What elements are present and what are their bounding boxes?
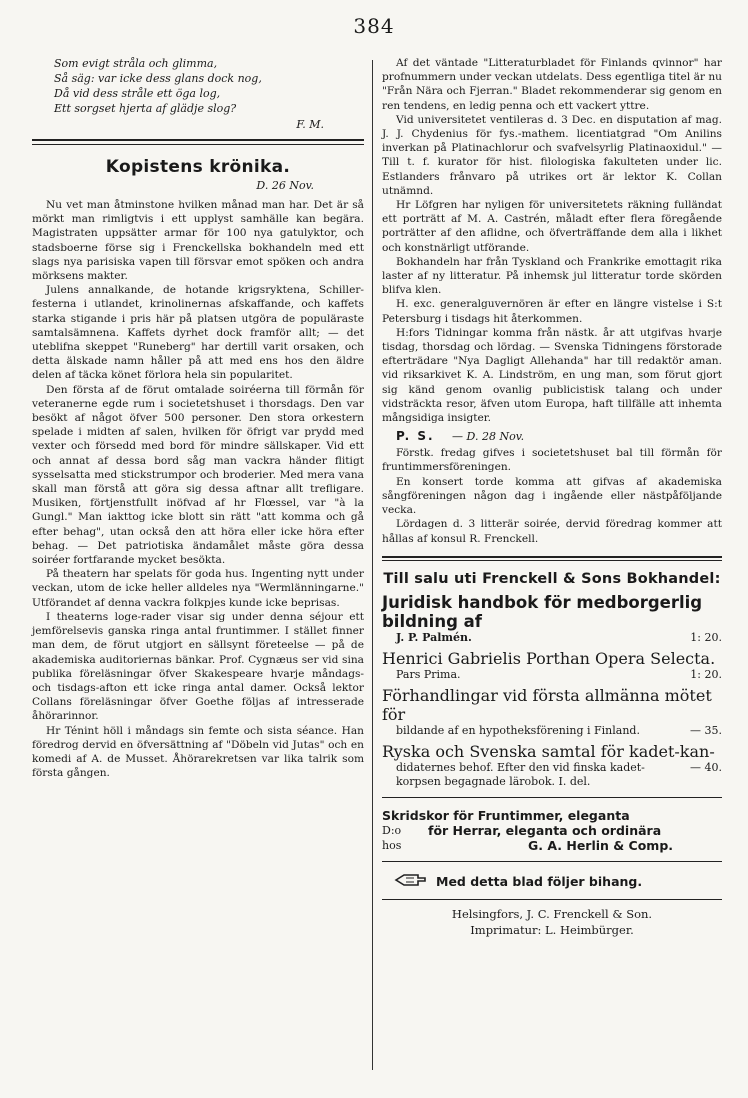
article-paragraph: Den första af de förut omtalade soiréerna till förmån för veteranerne egde rum i societetshuset i thorsdags. Den var besökt af något öfver 500 personer. Den stora orkestern spelade i midten af salen, hvilken för öfrigt var prydd med vexter och försedd med bord för mindre sällskaper. Vid ett och annat af dessa bord såg man vackra händer flitigt sysselsatta med stickstrumpor och broderier. Med mera vana skall man förstå att göra sig dessa aftnar allt trefligare. Musiken, förtjenstfullt inöfvad af hr Flœssel, var "à la Gungl." Man iakttog icke blott sin rätt "att komma och gå efter behag", utan också den att höra eller icke höra efter behag. — Det patriotiska ändamålet måste göra dessa soiréer fortfarande mycket besökta. — [32, 383, 364, 567]
postscript-line — [396, 429, 722, 443]
ad-item — [382, 742, 722, 789]
news-paragraph: Af det väntade "Litteraturbladet för Finlands qvinnor" har profnummern under veckan utdelats. Dess egentliga titel är nu "Från Nära och Fjerran." Bladet rekommenderar sig genom en ren tendens, en ledig penna och ett vackert yttre. — [382, 57, 722, 112]
section-rule — [32, 139, 364, 145]
postscript-label: P. S. — [396, 429, 435, 444]
ads-rule — [382, 556, 722, 561]
pointing-hand-icon — [394, 872, 428, 891]
ad-price: — 40. — [690, 760, 722, 774]
news-paragraph: Hr Löfgren har nyligen för universitetets räkning fulländat ett porträtt af M. A. Castrén, måladt efter flera föregående porträtter af den aflidne, och öfverträffande dem alla i likhet och konstnärligt utförande. — [382, 199, 722, 254]
ad-item — [382, 649, 722, 682]
skates-prefix: D:o — [382, 823, 402, 837]
poem-line: Ett sorgset hjerta af glädje slog? — [54, 102, 237, 115]
article-paragraph: På theatern har spelats för goda hus. Ingenting nytt under veckan, utom de icke heller alldeles nya "Wermlänningarne." Utförandet af denna vackra folkpjes kunde icke beprisas. — [32, 568, 364, 609]
skates-line: Skridskor för Fruntimmer, eleganta — [382, 807, 630, 823]
ad-subtitle: Pars Prima. — [396, 667, 461, 681]
column-divider — [372, 60, 373, 1070]
ads-heading: Till salu uti Frenckell & Sons Bokhandel: — [383, 570, 721, 587]
postscript-paragraph: Förstk. fredag gifves i societetshuset bal till förmån för fruntimmersföreningen. — [382, 447, 722, 474]
news-paragraph: Bokhandeln har från Tyskland och Frankrike emottagit rika laster af ny litteratur. På inhemsk jul litteratur torde skörden blifva klen. — [382, 255, 722, 297]
ad-title: Juridisk handbok för medborgerlig bildning af — [382, 592, 703, 631]
news-paragraph: H. exc. generalguvernören är efter en längre vistelse i S:t Petersburg i tisdags hit återkommen. — [382, 298, 722, 325]
poem — [54, 56, 364, 116]
section-heading: Kopistens krönika. — [105, 157, 291, 177]
ad-divider — [382, 861, 722, 862]
supplement-notice — [382, 872, 722, 891]
postscript-paragraph: En konsert torde komma att gifvas af akademiska sångföreningen någon dag i ingående eller nästpåföljande vecka. — [382, 475, 722, 517]
skates-seller: G. A. Herlin & Comp. — [528, 837, 674, 853]
page-number: 384 — [353, 14, 395, 38]
article-paragraph: Julens annalkande, de hotande krigsryktena, Schiller-festerna i utlandet, krinolinernas afskaffande, och kaffets starka stigande i pris här på platsen utgöra de populäraste samtalsämnena. Kaffets dyrhet dock framför allt; — det uteblifna skeppet "Runeberg" har dertill varit orsaken, och detta älskade namn håller på att med ens hos den äldre delen af täcka könet förlora hela sin popularitet. — [32, 284, 364, 382]
imprint-publisher: Helsingfors, J. C. Frenckell & Son. — [451, 906, 653, 921]
article-paragraph: Hr Ténint höll i måndags sin femte och sista séance. Han föredrog dervid en öfversättning af "Döbeln vid Jutas" och en komedi af A. de Musset. Åhörarekretsen var lika talrik som första gången. — [32, 724, 364, 780]
ad-item — [382, 686, 722, 738]
poem-line: Så säg: var icke dess glans dock nog, — [54, 72, 262, 85]
imprint-rule — [382, 899, 722, 900]
skates-line: för Herrar, eleganta och ordinära — [428, 822, 662, 838]
ad-title: Förhandlingar vid första allmänna mötet för — [382, 685, 712, 724]
ad-subtitle: bildande af en hypotheksförening i Finland. — [396, 723, 640, 737]
ad-item — [382, 593, 722, 645]
poem-signature: F. M. — [296, 118, 324, 131]
news-paragraph: Vid universitetet ventileras d. 3 Dec. en disputation af mag. J. J. Chydenius för fys.-mathem. licentiatgrad "Om Anilins inverkan på Platinachlorur och svafvelsyrlig Platinaoxidul." — Till t. f. kurator för hist. filologiska fakulteten under lic. Estlanders frånvaro på utrikes ort är lektor K. Collan utnämnd. — [382, 113, 722, 197]
postscript-paragraph: Lördagen d. 3 litterär soirée, dervid föredrag kommer att hållas af konsul R. Frenckell. — [382, 518, 722, 545]
news-paragraph: H:fors Tidningar komma från nästk. år att utgifvas hvarje tisdag, thorsdag och lördag. — Svenska Tidningens förstorade efterträdare "Nya Dagligt Allehanda" har till redaktör aman. vid riksarkivet K. A. Lindström, en ung man, som förut gjort sig känd genom ovanlig publicistisk talang och under vidsträckta resor, äfven utom Europa, haft tillfälle att inhemta mångsidiga insigter. — [382, 326, 722, 425]
ad-subtitle: didaternes behof. Efter den vid finska kadet-korpsen begagnade lärobok. I. del. — [396, 760, 645, 788]
right-column — [382, 56, 722, 938]
imprint-censor: Imprimatur: L. Heimbürger. — [470, 922, 634, 937]
ad-price: 1: 20. — [690, 630, 722, 644]
ad-title: Henrici Gabrielis Porthan Opera Selecta. — [382, 648, 716, 668]
ad-price: 1: 20. — [690, 667, 722, 681]
ad-title: Ryska och Svenska samtal för kadet-kan- — [382, 741, 715, 761]
skates-ad — [382, 808, 722, 853]
poem-line: Då vid dess stråle ett öga log, — [54, 87, 221, 100]
ad-subtitle: J. P. Palmén. — [396, 630, 472, 644]
article-paragraph: Nu vet man åtminstone hvilken månad man har. Det är så mörkt man rimligtvis i ett upplyst samhälle kan begära. Magistraten uppsätter armar för 100 nya gatulyktor, och stadsboerne förse sig i Frenckellska bokhandeln med ett slags nya parisiska vapen till försvar emot spöken och andra mörksens makter. — [32, 199, 364, 283]
article-paragraph: I theaterns loge-rader visar sig under denna séjour ett jemförelsevis ganska ringa antal fruntimmer. I stället finner man dem, de förut utgjort en sällsynt företeelse — på de akademiska auditoriernas bänkar. Prof. Cygnæus ser vid sina publika föreläsningar öfver Skakespeare hvarje måndags- och tisdags-afton ett icke ringa antal damer. Också lektor Collans föreläsningar öfver Goethe följas af intresserade åhörarinnor. — [32, 610, 364, 723]
postscript-date: — D. 28 Nov. — [452, 430, 525, 444]
dateline: D. 26 Nov. — [256, 179, 314, 192]
ad-divider — [382, 797, 722, 798]
supplement-text: Med detta blad följer bihang. — [436, 873, 643, 889]
skates-prefix: hos — [382, 838, 402, 852]
poem-line: Som evigt stråla och glimma, — [54, 57, 218, 70]
left-column — [32, 56, 364, 780]
ad-price: — 35. — [690, 723, 722, 737]
